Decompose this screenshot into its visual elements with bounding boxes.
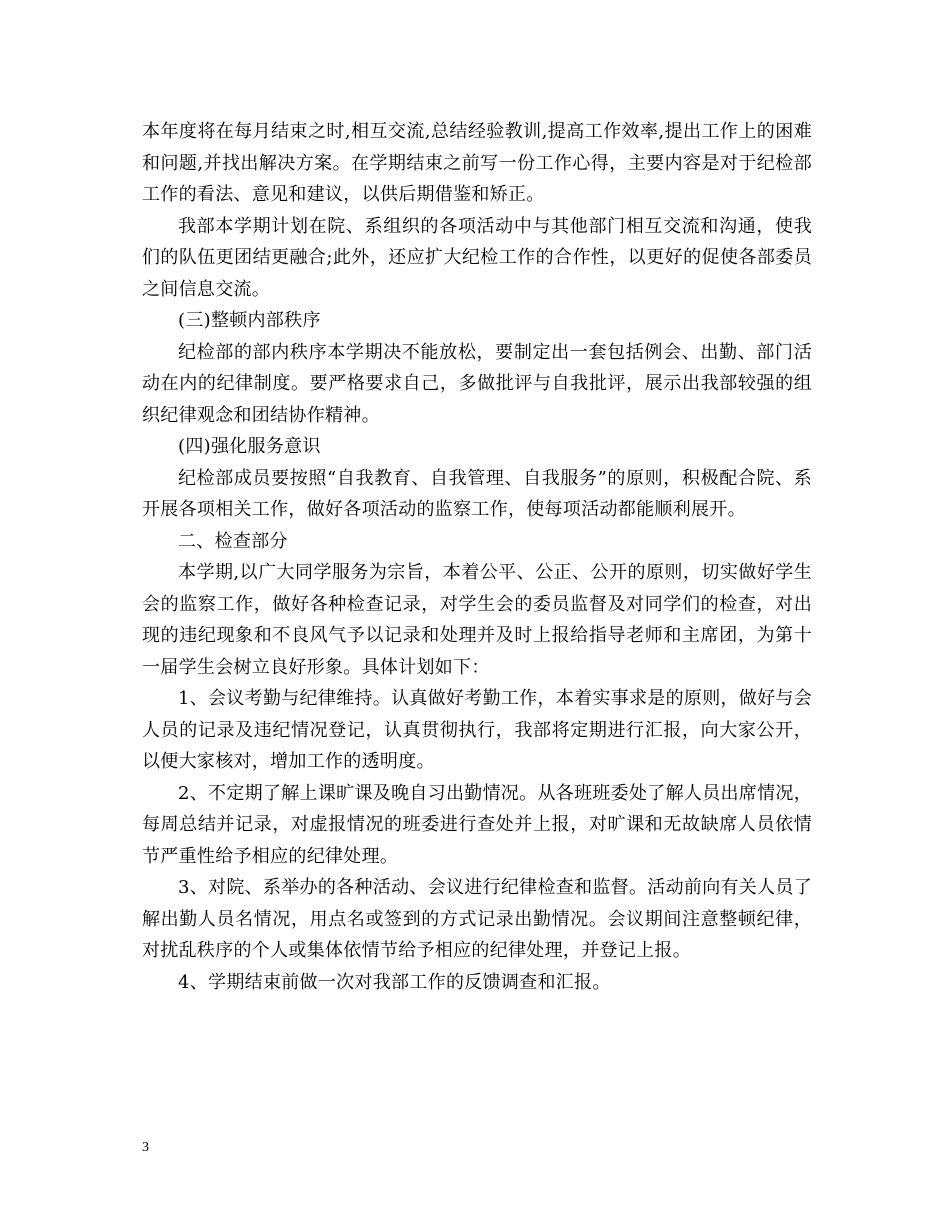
section-heading-inspection: 二、检查部分 [178, 530, 288, 552]
page-number: 3 [142, 1140, 149, 1155]
paragraph-service-awareness: 纪检部成员要按照“自我教育、自我管理、自我服务”的原则，积极配合院、系开展各项相关工作，做好各项活动的监察工作，使每项活动都能顺利展开。 [142, 467, 812, 520]
paragraph-inspection-intro: 本学期,以广大同学服务为宗旨，本着公平、公正、公开的原则，切实做好学生会的监察工作，做好各种检查记录，对学生会的委员监督及对同学们的检查，对出现的违纪现象和不良风气予以记录和处理并及时上报给指导老师和主席团，为第十一届学生会树立良好形象。具体计划如下： [142, 562, 812, 678]
list-item-feedback-survey: 4、学期结束前做一次对我部工作的反馈调查和汇报。 [178, 971, 611, 993]
list-item-meeting-attendance: 1、会议考勤与纪律维持。认真做好考勤工作，本着实事求是的原则，做好与会人员的记录及违纪情况登记，认真贯彻执行，我部将定期进行汇报，向大家公开，以便大家核对，增加工作的透明度。 [142, 688, 812, 772]
paragraph-internal-order: 纪检部的部内秩序本学期决不能放松，要制定出一套包括例会、出勤、部门活动在内的纪律制度。要严格要求自己，多做批评与自我批评，展示出我部较强的组织纪律观念和团结协作精神。 [142, 341, 812, 426]
section-heading-internal-order: (三)整顿内部秩序 [178, 310, 321, 331]
paragraph-exchange-plan: 我部本学期计划在院、系组织的各项活动中与其他部门相互交流和沟通，使我们的队伍更团结更融合;此外，还应扩大纪检工作的合作性，以更好的促使各部委员之间信息交流。 [142, 215, 812, 300]
section-heading-service-awareness: (四)强化服务意识 [178, 436, 321, 457]
list-item-activity-supervision: 3、对院、系举办的各种活动、会议进行纪律检查和监督。活动前向有关人员了解出勤人员名情况，用点名或签到的方式记录出勤情况。会议期间注意整顿纪律，对扰乱秩序的个人或集体依情节给予相应的纪律处理，并登记上报。 [142, 877, 812, 961]
list-item-class-attendance: 2、不定期了解上课旷课及晚自习出勤情况。从各班班委处了解人员出席情况，每周总结并记录，对虚报情况的班委进行查处并上报，对旷课和无故缺席人员依情节严重性给予相应的纪律处理。 [142, 782, 812, 867]
document-body [142, 116, 812, 998]
paragraph-continuation: 本年度将在每月结束之时,相互交流,总结经验教训,提高工作效率,提出工作上的困难和问题,并找出解决方案。在学期结束之前写一份工作心得，主要内容是对于纪检部工作的看法、意见和建议，以供后期借鉴和矫正。 [142, 121, 812, 205]
